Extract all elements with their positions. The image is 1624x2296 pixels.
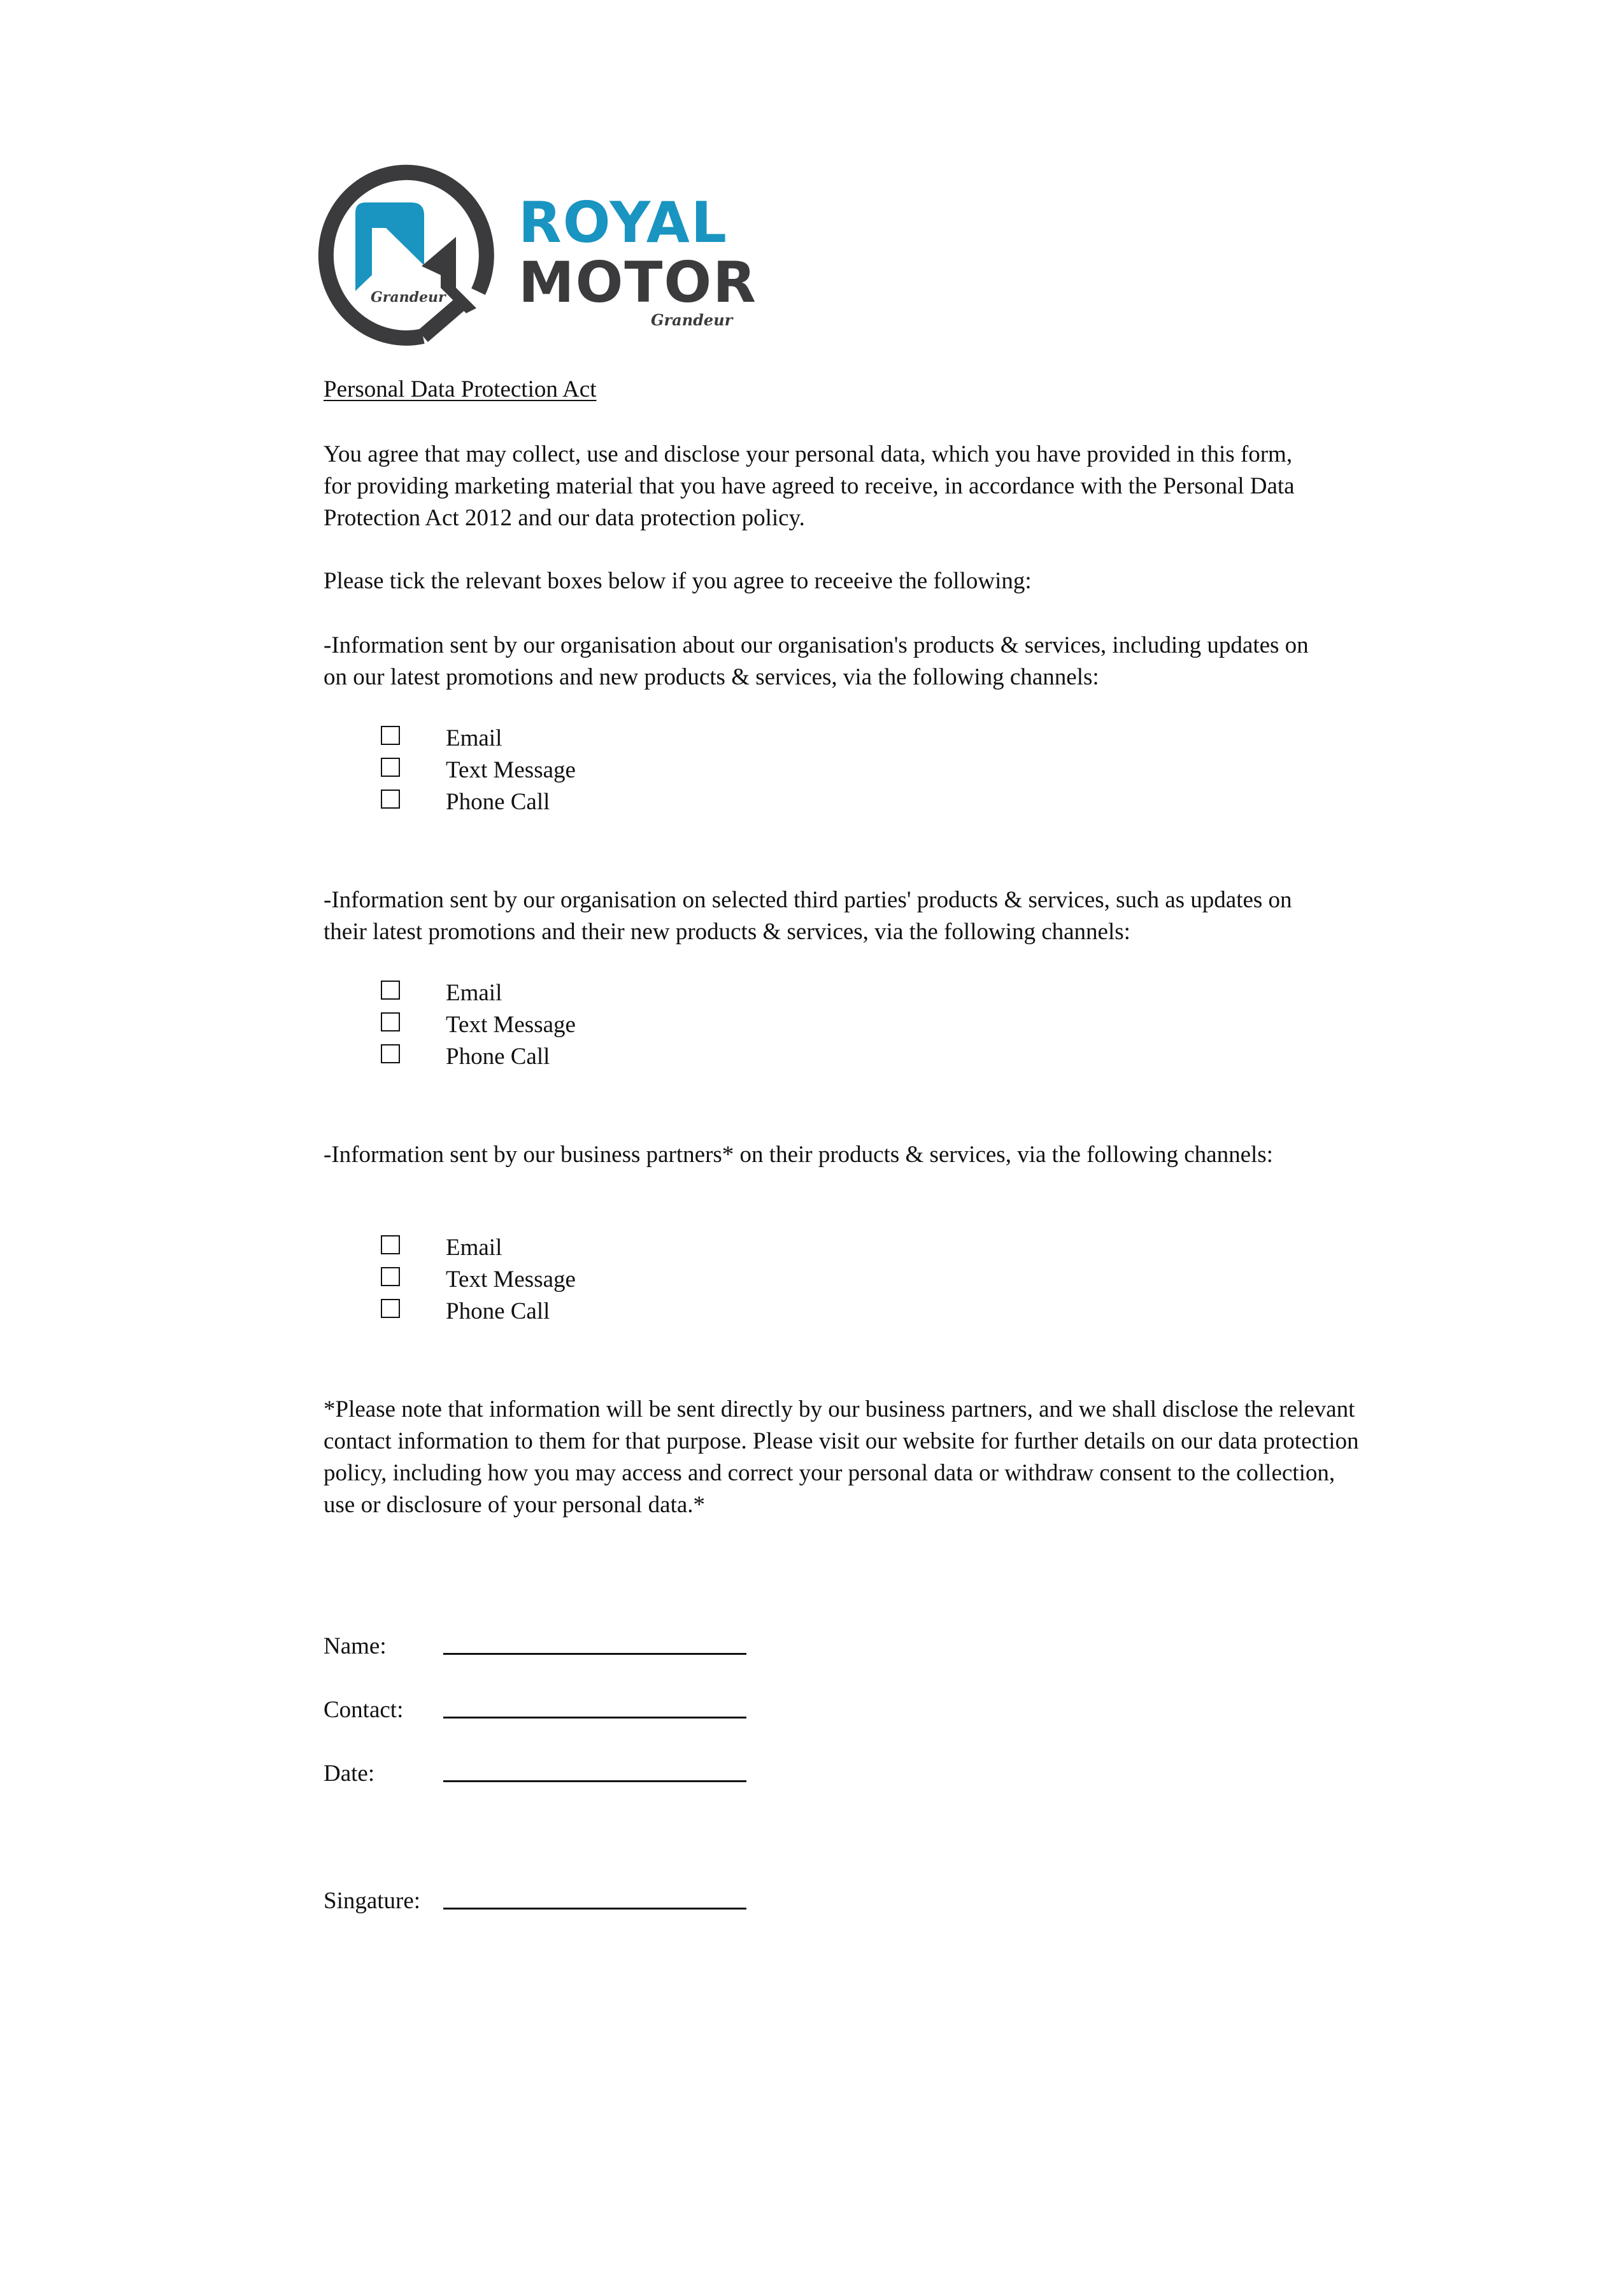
date-label: Date: — [324, 1761, 375, 1787]
section-2-text: their latest promotions and their new products & services, via the following channels: — [324, 919, 1130, 945]
checkbox-empty-icon[interactable] — [381, 1267, 400, 1286]
option-label: Phone Call — [446, 789, 550, 815]
option-label: Email — [446, 1235, 502, 1261]
logo-word-royal: ROYAL — [518, 190, 728, 255]
option-label: Text Message — [446, 1266, 576, 1293]
intro-line: Protection Act 2012 and our data protection policy. — [324, 505, 805, 531]
rm-emblem-icon — [316, 160, 501, 351]
instruction-text: Please tick the relevant boxes below if you agree to receeive the following: — [324, 568, 1032, 594]
signature-field[interactable] — [443, 1908, 746, 1910]
checkbox-empty-icon[interactable] — [381, 758, 400, 777]
option-label: Phone Call — [446, 1298, 550, 1324]
intro-line: for providing marketing material that you have agreed to receive, in accordance with the Personal Data — [324, 473, 1295, 499]
signature-label: Singature: — [324, 1888, 421, 1914]
checkbox-empty-icon[interactable] — [381, 1235, 400, 1254]
royal-motor-logo — [316, 160, 757, 351]
logo-word-motor: MOTOR — [518, 250, 757, 315]
option-label: Email — [446, 725, 502, 751]
emblem-tagline: Grandeur — [371, 289, 446, 306]
checkbox-empty-icon[interactable] — [381, 790, 400, 809]
section-1-text: -Information sent by our organisation about our organisation's products & services, including updates on — [324, 632, 1309, 658]
option-label: Phone Call — [446, 1044, 550, 1070]
checkbox-empty-icon[interactable] — [381, 1299, 400, 1318]
logo-tagline: Grandeur — [651, 311, 733, 329]
checkbox-empty-icon[interactable] — [381, 726, 400, 745]
option-label: Text Message — [446, 1012, 576, 1038]
note-line: use or disclosure of your personal data.* — [324, 1492, 706, 1518]
option-label: Text Message — [446, 757, 576, 783]
name-field[interactable] — [443, 1653, 746, 1655]
checkbox-empty-icon[interactable] — [381, 981, 400, 1000]
checkbox-empty-icon[interactable] — [381, 1012, 400, 1031]
name-label: Name: — [324, 1633, 387, 1659]
document-title: Personal Data Protection Act — [324, 376, 597, 402]
option-label: Email — [446, 980, 502, 1006]
section-2-text: -Information sent by our organisation on selected third parties' products & services, such as updates on — [324, 887, 1292, 913]
checkbox-empty-icon[interactable] — [381, 1044, 400, 1063]
note-line: *Please note that information will be sent directly by our business partners, and we shall disclose the relevant — [324, 1396, 1355, 1422]
date-field[interactable] — [443, 1780, 746, 1782]
contact-field[interactable] — [443, 1717, 746, 1718]
note-line: contact information to them for that purpose. Please visit our website for further details on our data protection — [324, 1428, 1359, 1454]
section-1-text: on our latest promotions and new products & services, via the following channels: — [324, 664, 1099, 690]
section-3-text: -Information sent by our business partners* on their products & services, via the following channels: — [324, 1142, 1273, 1168]
note-line: policy, including how you may access and correct your personal data or withdraw consent to the collection, — [324, 1460, 1336, 1486]
intro-line: You agree that may collect, use and disclose your personal data, which you have provided in this form, — [324, 441, 1293, 467]
contact-label: Contact: — [324, 1697, 404, 1723]
